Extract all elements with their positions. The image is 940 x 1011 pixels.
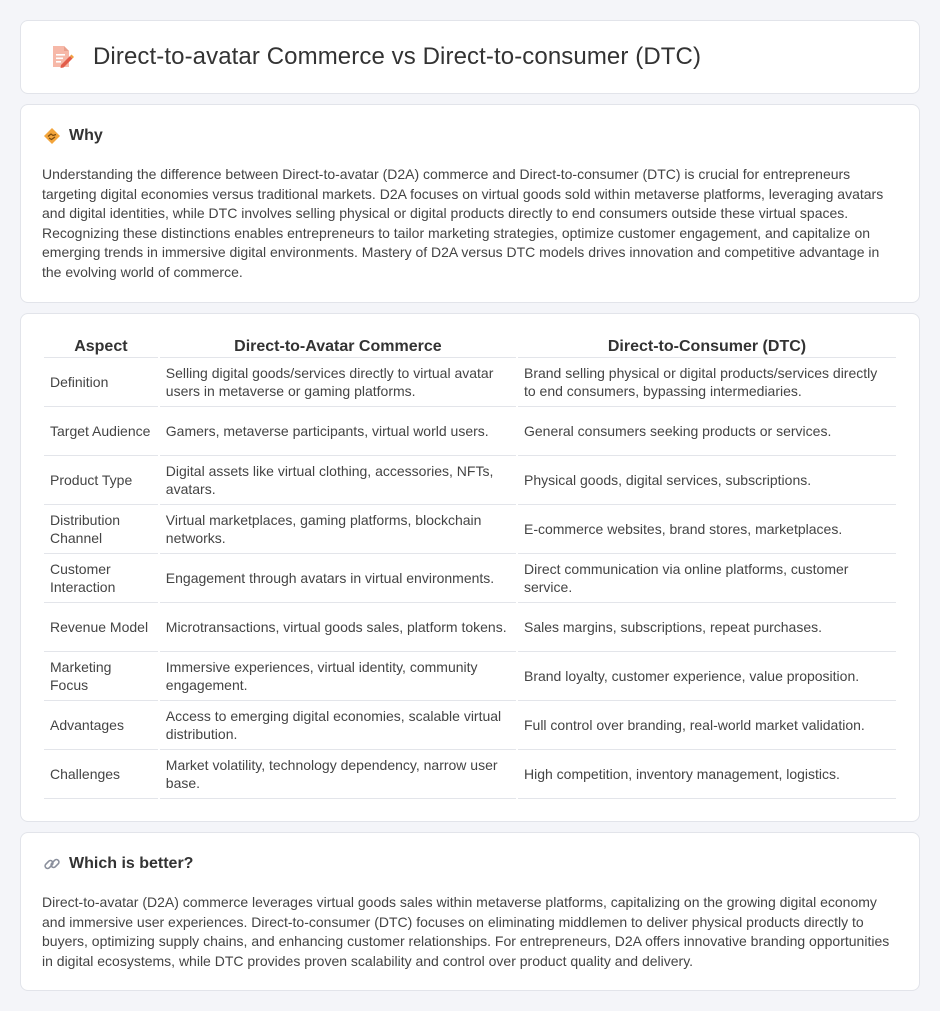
dtc-cell: Direct communication via online platforms, customer service. xyxy=(518,554,896,603)
aspect-cell: Target Audience xyxy=(44,407,158,456)
link-icon xyxy=(43,855,61,873)
why-section xyxy=(20,104,920,303)
document-pencil-icon xyxy=(47,43,75,71)
table-row xyxy=(44,358,896,407)
dtc-cell: General consumers seeking products or services. xyxy=(518,407,896,456)
table-header-row xyxy=(44,334,896,358)
table-row xyxy=(44,750,896,799)
d2a-cell: Digital assets like virtual clothing, accessories, NFTs, avatars. xyxy=(160,456,516,505)
d2a-cell: Engagement through avatars in virtual environments. xyxy=(160,554,516,603)
table-row xyxy=(44,407,896,456)
why-header xyxy=(43,127,103,145)
dtc-cell: High competition, inventory management, logistics. xyxy=(518,750,896,799)
d2a-cell: Virtual marketplaces, gaming platforms, blockchain networks. xyxy=(160,505,516,554)
aspect-cell: Advantages xyxy=(44,701,158,750)
header-direct-to-consumer: Direct-to-Consumer (DTC) xyxy=(518,334,896,358)
dtc-cell: E-commerce websites, brand stores, marketplaces. xyxy=(518,505,896,554)
table-row xyxy=(44,603,896,652)
dtc-cell: Brand loyalty, customer experience, value proposition. xyxy=(518,652,896,701)
dtc-cell: Full control over branding, real-world market validation. xyxy=(518,701,896,750)
table-row xyxy=(44,505,896,554)
handshake-diamond-icon xyxy=(43,127,61,145)
table-row xyxy=(44,652,896,701)
aspect-cell: Revenue Model xyxy=(44,603,158,652)
which-is-better-section xyxy=(20,832,920,991)
table-row xyxy=(44,701,896,750)
comparison-table xyxy=(42,334,898,799)
better-heading: Which is better? xyxy=(69,855,194,872)
aspect-cell: Challenges xyxy=(44,750,158,799)
d2a-cell: Microtransactions, virtual goods sales, platform tokens. xyxy=(160,603,516,652)
page-title: Direct-to-avatar Commerce vs Direct-to-consumer (DTC) xyxy=(93,43,702,70)
d2a-cell: Gamers, metaverse participants, virtual world users. xyxy=(160,407,516,456)
why-heading: Why xyxy=(69,127,103,144)
title-card xyxy=(20,20,920,94)
better-paragraph: Direct-to-avatar (D2A) commerce leverages virtual goods sales within metaverse platforms, capitalizing on the growing digital economy and immersive user experiences. Direct-to-consumer (DTC) focuses on eliminating middlemen to deliver physical products directly to buyers, optimizing supply chains, and enhancing customer relationships. For entrepreneurs, D2A offers innovative branding opportunities in digital ecosystems, while DTC provides proven scalability and control over product quality and delivery. xyxy=(42,894,890,969)
aspect-cell: Definition xyxy=(44,358,158,407)
why-paragraph: Understanding the difference between Direct-to-avatar (D2A) commerce and Direct-to-consumer (DTC) is crucial for entrepreneurs targeting digital economies versus traditional markets. D2A focuses on virtual goods sold within metaverse platforms, leveraging avatars and digital identities, while DTC involves selling physical or digital products directly to end consumers outside these virtual spaces. Recognizing these distinctions enables entrepreneurs to tailor marketing strategies, optimize customer engagement, and capitalize on emerging trends in immersive digital environments. Mastery of D2A versus DTC models drives innovation and competitive advantage in the evolving world of commerce. xyxy=(42,166,884,280)
dtc-cell: Physical goods, digital services, subscriptions. xyxy=(518,456,896,505)
header-aspect: Aspect xyxy=(44,334,158,358)
aspect-cell: Marketing Focus xyxy=(44,652,158,701)
table-row xyxy=(44,554,896,603)
aspect-cell: Product Type xyxy=(44,456,158,505)
title-row xyxy=(47,43,701,71)
table-row xyxy=(44,456,896,505)
dtc-cell: Brand selling physical or digital products/services directly to end consumers, bypassing intermediaries. xyxy=(518,358,896,407)
better-header xyxy=(43,855,193,873)
dtc-cell: Sales margins, subscriptions, repeat purchases. xyxy=(518,603,896,652)
d2a-cell: Immersive experiences, virtual identity, community engagement. xyxy=(160,652,516,701)
aspect-cell: Customer Interaction xyxy=(44,554,158,603)
comparison-section xyxy=(20,313,920,822)
d2a-cell: Access to emerging digital economies, scalable virtual distribution. xyxy=(160,701,516,750)
aspect-cell: Distribution Channel xyxy=(44,505,158,554)
d2a-cell: Market volatility, technology dependency, narrow user base. xyxy=(160,750,516,799)
header-direct-to-avatar: Direct-to-Avatar Commerce xyxy=(160,334,516,358)
d2a-cell: Selling digital goods/services directly to virtual avatar users in metaverse or gaming platforms. xyxy=(160,358,516,407)
